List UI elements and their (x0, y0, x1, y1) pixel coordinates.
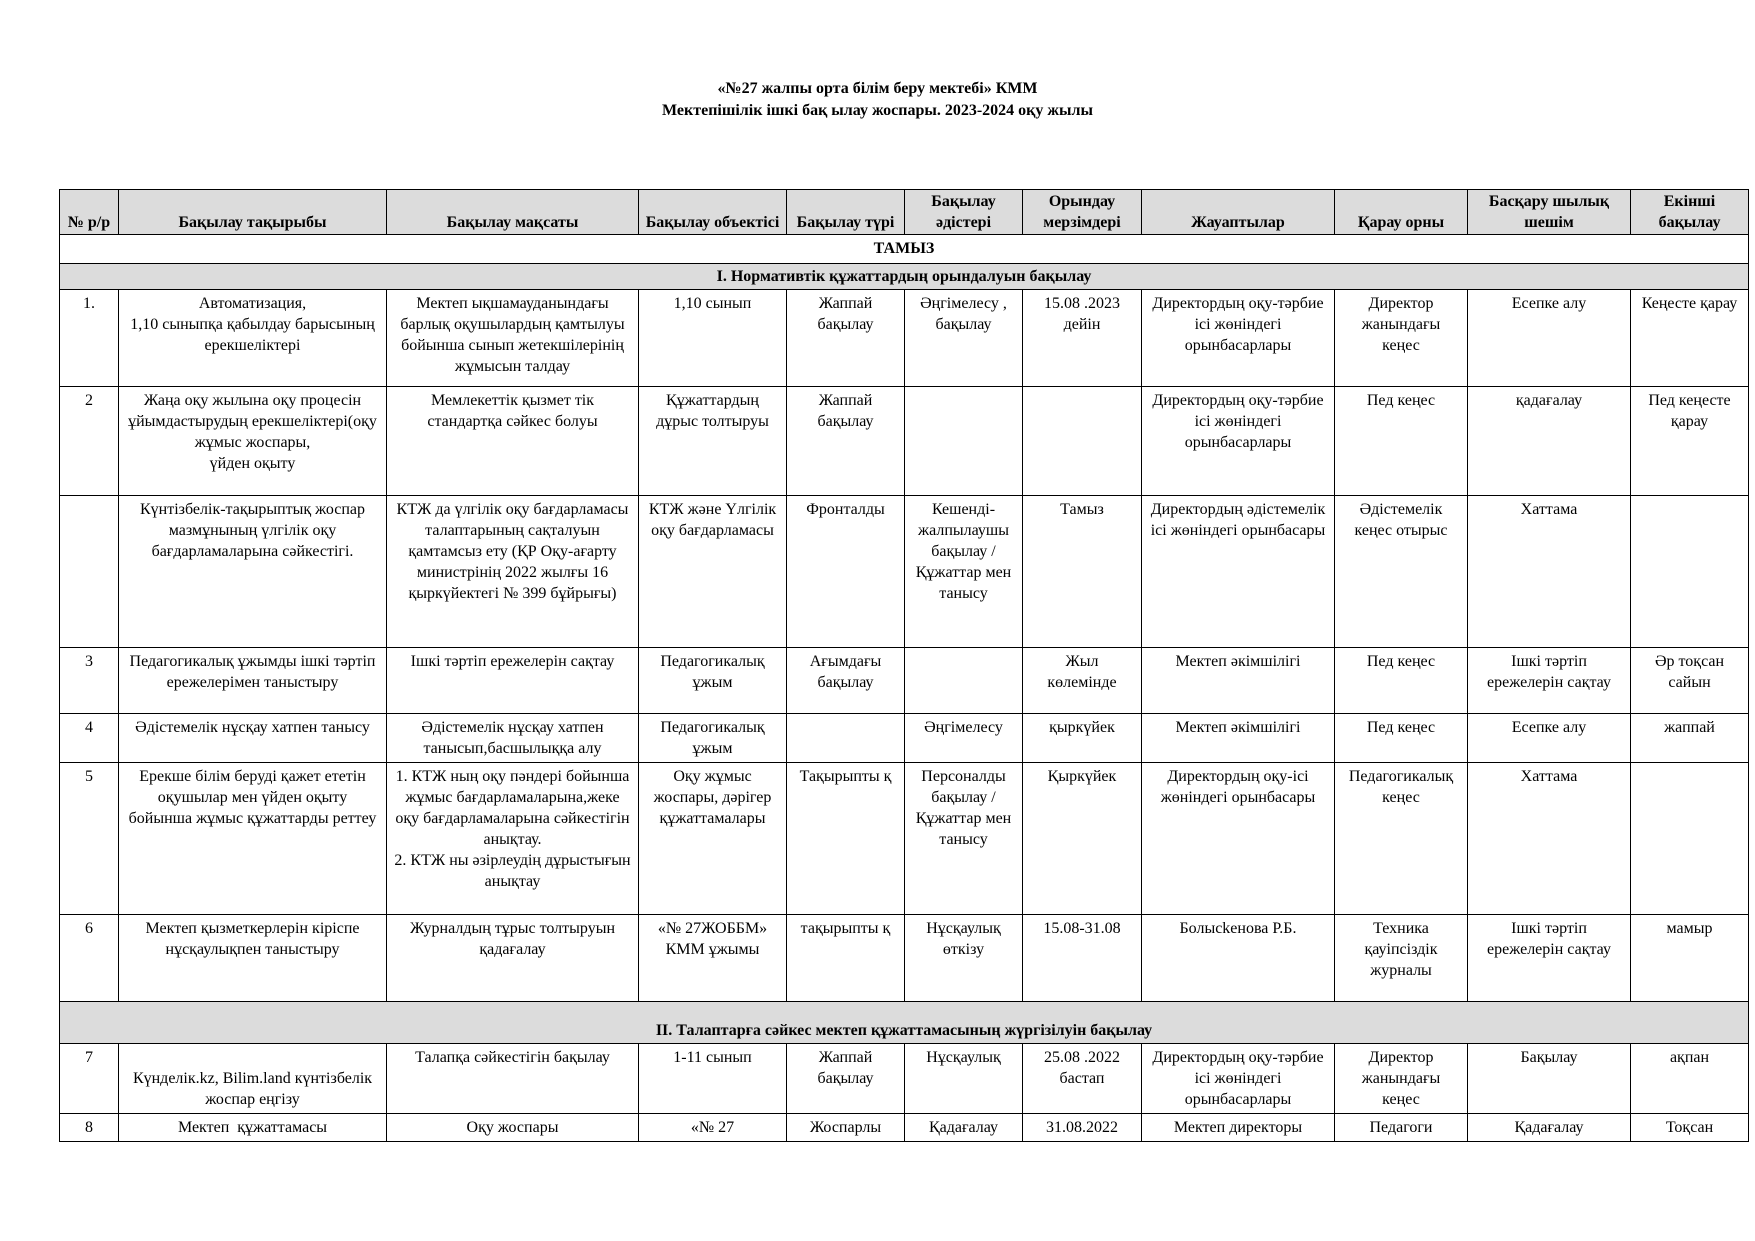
cell-type: тақырыпты қ (787, 915, 905, 1002)
cell-object: «№ 27ЖОББМ» КММ ұжымы (639, 915, 787, 1002)
cell-responsible: Директордың оқу-тәрбие ісі жөніндегі орынбасарлары (1142, 290, 1335, 387)
plan-title-heading: Мектепішілік ішкі бақ ылау жоспары. 2023-2024 оқу жылы (662, 102, 1093, 119)
cell-topic: Әдістемелік нұсқау хатпен танысу (119, 714, 387, 763)
cell-number (60, 496, 119, 648)
cell-deadline: 15.08 .2023 дейін (1023, 290, 1142, 387)
cell-decision: Есепке алу (1468, 714, 1631, 763)
col-header-number: № р/р (60, 190, 119, 235)
cell-responsible: Мектеп әкімшілігі (1142, 648, 1335, 714)
cell-second-control: Әр тоқсан сайын (1631, 648, 1749, 714)
table-row (60, 714, 1749, 763)
cell-second-control: Пед кеңесте қарау (1631, 387, 1749, 496)
col-header-second-control: Екінші бақылау (1631, 190, 1749, 235)
cell-type: Жаппай бақылау (787, 1044, 905, 1114)
month-row (60, 235, 1749, 264)
table-row (60, 915, 1749, 1002)
table-row (60, 1044, 1749, 1114)
cell-review-place: Педагоги (1335, 1114, 1468, 1142)
cell-methods (905, 648, 1023, 714)
cell-topic: Мектеп құжаттамасы (119, 1114, 387, 1142)
cell-number: 8 (60, 1114, 119, 1142)
cell-topic: Күнтізбелік-тақырыптық жоспар мазмұнының үлгілік оқу бағдарламаларына сәйкестігі. (119, 496, 387, 648)
cell-decision: Есепке алу (1468, 290, 1631, 387)
cell-deadline: Жыл көлемінде (1023, 648, 1142, 714)
cell-decision: Ішкі тәртіп ережелерін сақтау (1468, 648, 1631, 714)
cell-number: 3 (60, 648, 119, 714)
cell-object: Оқу жұмыс жоспары, дәрігер құжаттамалары (639, 763, 787, 915)
cell-decision: қадағалау (1468, 387, 1631, 496)
table-row (60, 290, 1749, 387)
cell-type: Жаппай бақылау (787, 290, 905, 387)
cell-topic: Автоматизация, 1,10 сыныпқа қабылдау барысының ерекшеліктері (119, 290, 387, 387)
section-title-1: I. Нормативтік құжаттардың орындалуын бақылау (60, 264, 1749, 290)
document-header (0, 78, 1755, 122)
cell-deadline: Тамыз (1023, 496, 1142, 648)
control-plan-table (59, 189, 1749, 1142)
col-header-goal: Бақылау мақсаты (387, 190, 639, 235)
cell-responsible: Директордың оқу-ісі жөніндегі орынбасары (1142, 763, 1335, 915)
cell-object: «№ 27 (639, 1114, 787, 1142)
cell-responsible: Мектеп директоры (1142, 1114, 1335, 1142)
cell-methods: Қадағалау (905, 1114, 1023, 1142)
cell-review-place: Директор жанындағы кеңес (1335, 1044, 1468, 1114)
cell-type: Тақырыпты қ (787, 763, 905, 915)
cell-deadline: Қыркүйек (1023, 763, 1142, 915)
cell-number: 4 (60, 714, 119, 763)
cell-object: Педагогикалық ұжым (639, 648, 787, 714)
table-row (60, 1114, 1749, 1142)
section-row (60, 264, 1749, 290)
cell-type: Фронталды (787, 496, 905, 648)
cell-responsible: Мектеп әкімшілігі (1142, 714, 1335, 763)
section-title-2: II. Талаптарға сәйкес мектеп құжаттамасының жүргізілуін бақылау (60, 1002, 1749, 1044)
cell-methods: Нұсқаулық өткізу (905, 915, 1023, 1002)
cell-responsible: Директордың оқу-тәрбие ісі жөніндегі орынбасарлары (1142, 1044, 1335, 1114)
section-row (60, 1002, 1749, 1044)
cell-goal: Мектеп ықшамауданындағы барлық оқушылардың қамтылуы бойынша сынып жетекшілерінің жұмысын талдау (387, 290, 639, 387)
cell-second-control: мамыр (1631, 915, 1749, 1002)
cell-number: 6 (60, 915, 119, 1002)
table-row (60, 387, 1749, 496)
table-row (60, 496, 1749, 648)
cell-decision: Хаттама (1468, 496, 1631, 648)
cell-goal: Ішкі тәртіп ережелерін сақтау (387, 648, 639, 714)
cell-responsible: Болысkенова Р.Б. (1142, 915, 1335, 1002)
cell-number: 2 (60, 387, 119, 496)
table-row (60, 763, 1749, 915)
cell-methods: Әңгімелесу (905, 714, 1023, 763)
cell-type (787, 714, 905, 763)
cell-review-place: Пед кеңес (1335, 648, 1468, 714)
cell-goal: Журналдың тұрыс толтыруын қадағалау (387, 915, 639, 1002)
cell-topic: Жаңа оқу жылына оқу процесін ұйымдастырудың ерекшеліктері(оқу жұмыс жоспары, үйден оқыту (119, 387, 387, 496)
cell-methods: Персоналды бақылау / Құжаттар мен танысу (905, 763, 1023, 915)
cell-goal: Мемлекеттік қызмет тік стандартқа сәйкес болуы (387, 387, 639, 496)
cell-responsible: Директордың әдістемелік ісі жөніндегі орынбасары (1142, 496, 1335, 648)
cell-goal: Талапқа сәйкестігін бақылау (387, 1044, 639, 1114)
cell-object: Педагогикалық ұжым (639, 714, 787, 763)
cell-type: Ағымдағы бақылау (787, 648, 905, 714)
cell-topic: Мектеп қызметкерлерін кіріспе нұсқаулықпен таныстыру (119, 915, 387, 1002)
col-header-deadline: Орындау мерзімдері (1023, 190, 1142, 235)
table-header-row (60, 190, 1749, 235)
cell-review-place: Пед кеңес (1335, 387, 1468, 496)
cell-decision: Ішкі тәртіп ережелерін сақтау (1468, 915, 1631, 1002)
cell-decision: Бақылау (1468, 1044, 1631, 1114)
cell-deadline: 31.08.2022 (1023, 1114, 1142, 1142)
cell-review-place: Педагогикалық кеңес (1335, 763, 1468, 915)
cell-deadline (1023, 387, 1142, 496)
col-header-responsible: Жауаптылар (1142, 190, 1335, 235)
cell-object: 1-11 сынып (639, 1044, 787, 1114)
col-header-object: Бақылау объектісі (639, 190, 787, 235)
cell-topic: Ерекше білім беруді қажет ететін оқушылар мен үйден оқыту бойынша жұмыс құжаттарды реттеу (119, 763, 387, 915)
cell-second-control (1631, 763, 1749, 915)
cell-second-control: Тоқсан (1631, 1114, 1749, 1142)
cell-number: 1. (60, 290, 119, 387)
month-label: ТАМЫЗ (60, 235, 1749, 264)
cell-deadline: қыркүйек (1023, 714, 1142, 763)
cell-number: 5 (60, 763, 119, 915)
cell-number: 7 (60, 1044, 119, 1114)
cell-goal: КТЖ да үлгілік оқу бағдарламасы талаптарының сақталуын қамтамсыз ету (ҚР Оқу-ағарту министрінің 2022 жылғы 16 қыркүйектегі № 399 бұйрығы) (387, 496, 639, 648)
cell-goal: Оқу жоспары (387, 1114, 639, 1142)
cell-methods (905, 387, 1023, 496)
cell-deadline: 15.08-31.08 (1023, 915, 1142, 1002)
cell-goal: Әдістемелік нұсқау хатпен танысып,басшылыққа алу (387, 714, 639, 763)
col-header-review-place: Қарау орны (1335, 190, 1468, 235)
col-header-decision: Басқару шылық шешім (1468, 190, 1631, 235)
cell-type: Жаппай бақылау (787, 387, 905, 496)
cell-decision: Хаттама (1468, 763, 1631, 915)
cell-second-control: Кеңесте қарау (1631, 290, 1749, 387)
cell-second-control: жаппай (1631, 714, 1749, 763)
col-header-topic: Бақылау тақырыбы (119, 190, 387, 235)
cell-review-place: Директор жанындағы кеңес (1335, 290, 1468, 387)
table-row (60, 648, 1749, 714)
cell-object: Құжаттардың дұрыс толтыруы (639, 387, 787, 496)
cell-responsible: Директордың оқу-тәрбие ісі жөніндегі орынбасарлары (1142, 387, 1335, 496)
col-header-type: Бақылау түрі (787, 190, 905, 235)
cell-object: КТЖ және Үлгілік оқу бағдарламасы (639, 496, 787, 648)
col-header-methods: Бақылау әдістері (905, 190, 1023, 235)
cell-methods: Әңгімелесу , бақылау (905, 290, 1023, 387)
cell-methods: Нұсқаулық (905, 1044, 1023, 1114)
cell-goal: 1. КТЖ ның оқу пәндері бойынша жұмыс бағдарламаларына,жеке оқу бағдарламаларына сәйкестігін анықтау. 2. КТЖ ны әзірлеудің дұрыстығын анықтау (387, 763, 639, 915)
cell-deadline: 25.08 .2022 бастап (1023, 1044, 1142, 1114)
cell-type: Жоспарлы (787, 1114, 905, 1142)
cell-second-control (1631, 496, 1749, 648)
cell-second-control: ақпан (1631, 1044, 1749, 1114)
cell-review-place: Техника қауіпсіздік журналы (1335, 915, 1468, 1002)
cell-review-place: Әдістемелік кеңес отырыс (1335, 496, 1468, 648)
school-name-heading: «№27 жалпы орта білім беру мектебі» КММ (717, 80, 1038, 97)
cell-topic: Күнделік.kz, Bilim.land күнтізбелік жоспар еңгізу (119, 1044, 387, 1114)
cell-review-place: Пед кеңес (1335, 714, 1468, 763)
cell-decision: Қадағалау (1468, 1114, 1631, 1142)
cell-methods: Кешенді-жалпылаушы бақылау / Құжаттар мен танысу (905, 496, 1023, 648)
cell-topic: Педагогикалық ұжымды ішкі тәртіп ережелерімен таныстыру (119, 648, 387, 714)
cell-object: 1,10 сынып (639, 290, 787, 387)
